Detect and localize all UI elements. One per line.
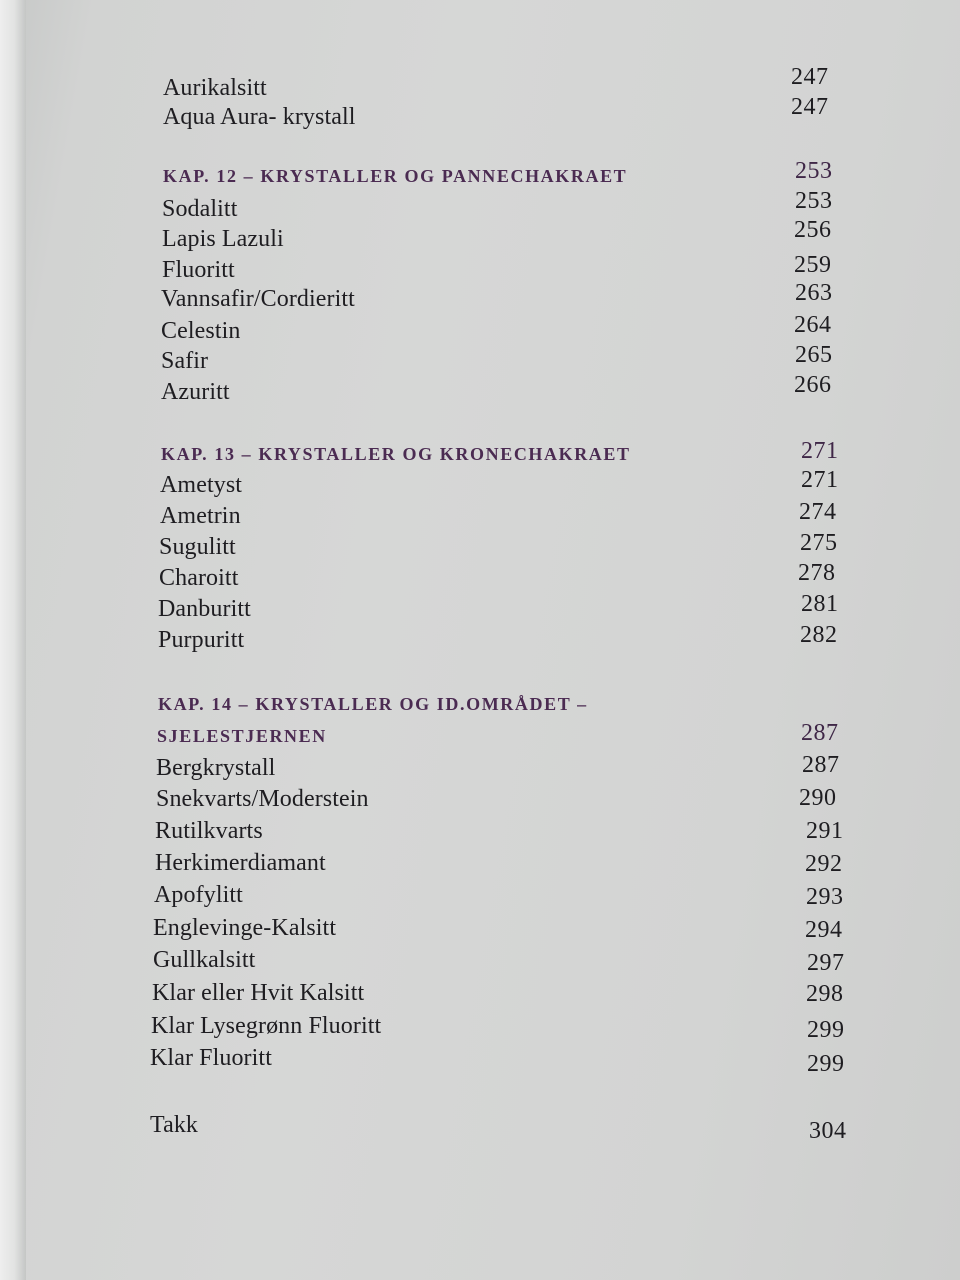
toc-entry-title: Klar Lysegrønn Fluoritt	[151, 1013, 382, 1039]
toc-entry-page: 292	[805, 851, 843, 877]
chapter-page: 287	[801, 720, 839, 746]
toc-entry-page: 287	[802, 752, 840, 778]
chapter-title: KAP. 13 – KRYSTALLER OG KRONECHAKRAET	[161, 444, 631, 464]
toc-entry-page: 290	[799, 785, 837, 811]
toc-entry-page: 299	[807, 1051, 845, 1077]
toc-entry-page: 275	[800, 530, 838, 556]
chapter-title: KAP. 14 – KRYSTALLER OG ID.OMRÅDET –	[158, 694, 588, 714]
toc-entry-page: 265	[795, 342, 833, 368]
toc-entry-title: Takk	[150, 1112, 199, 1138]
toc-entry-title: Gullkalsitt	[153, 947, 256, 973]
toc-entry-title: Ametrin	[160, 503, 241, 529]
toc-entry-title: Bergkrystall	[156, 755, 276, 781]
toc-entry-title: Safir	[161, 348, 209, 374]
chapter-page: 271	[801, 438, 839, 464]
toc-entry-page: 256	[794, 217, 832, 243]
toc-entry-title: Rutilkvarts	[155, 818, 263, 844]
toc-entry-page: 274	[799, 499, 837, 525]
toc-entry-page: 294	[805, 917, 843, 943]
toc-entry-title: Sodalitt	[162, 196, 238, 222]
toc-entry-title: Klar Fluoritt	[150, 1045, 272, 1071]
toc-entry-page: 264	[794, 312, 832, 338]
toc-entry-title: Sugulitt	[159, 534, 236, 560]
toc-entry-page: 278	[798, 560, 836, 586]
toc-entry-title: Aqua Aura- krystall	[163, 104, 356, 130]
toc-entry-title: Herkimerdiamant	[155, 850, 326, 876]
toc-entry-title: Purpuritt	[158, 627, 245, 653]
toc-entry-page: 271	[801, 467, 839, 493]
chapter-title-line2: SJELESTJERNEN	[157, 726, 327, 746]
toc-entry-title: Charoitt	[159, 565, 239, 591]
toc-entry-page: 293	[806, 884, 844, 910]
toc-entry-title: Azuritt	[161, 379, 230, 405]
toc-entry-title: Danburitt	[158, 596, 251, 622]
toc-entry-page: 266	[794, 372, 832, 398]
toc-entry-page: 259	[794, 252, 832, 278]
toc-entry-title: Englevinge-Kalsitt	[153, 915, 337, 941]
toc-entry-page: 253	[795, 188, 833, 214]
toc-entry-page: 263	[795, 280, 833, 306]
toc-entry-title: Ametyst	[160, 472, 243, 498]
toc-entry-page: 291	[806, 818, 844, 844]
toc-entry-title: Celestin	[161, 318, 241, 344]
toc-entry-page: 297	[807, 950, 845, 976]
chapter-page: 253	[795, 158, 833, 184]
toc-entry-page: 304	[809, 1118, 847, 1144]
toc-entry-page: 299	[807, 1017, 845, 1043]
toc-entry-page: 282	[800, 622, 838, 648]
toc-entry-title: Fluoritt	[162, 257, 235, 283]
toc-entry-title: Klar eller Hvit Kalsitt	[152, 980, 365, 1006]
toc-entry-title: Snekvarts/Moderstein	[156, 786, 369, 812]
toc-entry-page: 247	[791, 94, 829, 120]
toc-entry-page: 247	[791, 64, 829, 90]
toc-entry-page: 298	[806, 981, 844, 1007]
toc-entry-title: Lapis Lazuli	[162, 226, 284, 252]
toc-entry-title: Apofylitt	[154, 882, 243, 908]
toc-entry-title: Vannsafir/Cordieritt	[161, 286, 355, 312]
chapter-title: KAP. 12 – KRYSTALLER OG PANNECHAKRAET	[163, 166, 628, 186]
toc-entry-title: Aurikalsitt	[163, 75, 267, 101]
toc-entry-page: 281	[801, 591, 839, 617]
